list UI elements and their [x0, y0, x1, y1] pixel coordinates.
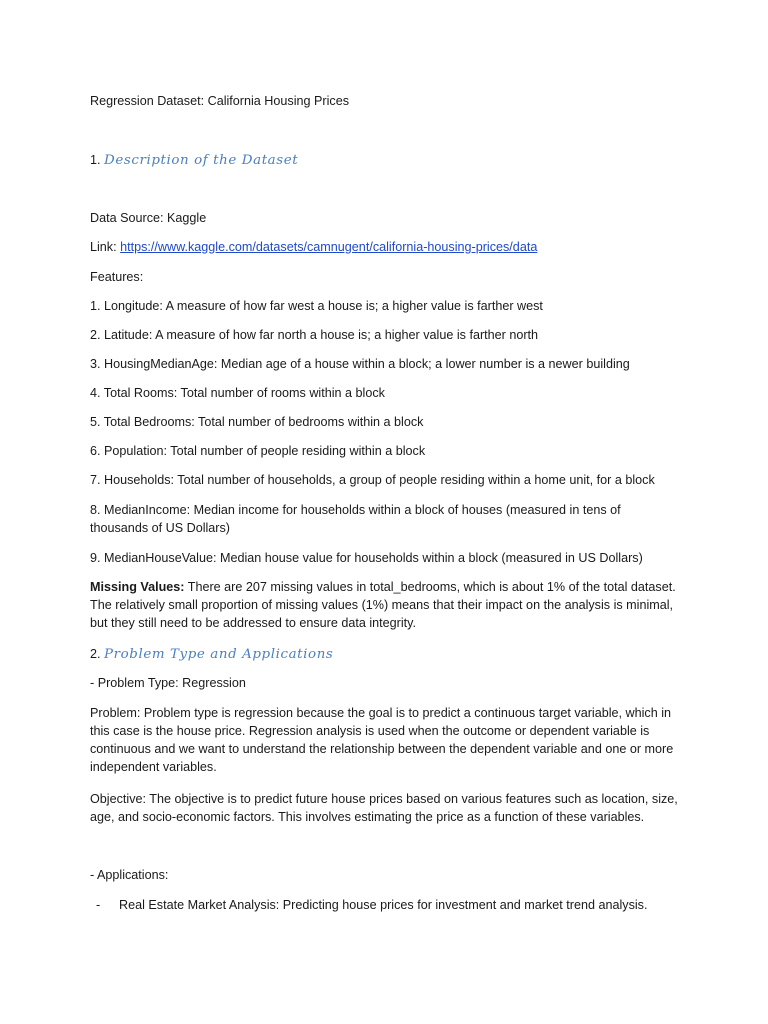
feature-item: 3. HousingMedianAge: Median age of a house within a block; a lower number is a newer building	[90, 357, 630, 371]
section-2-heading	[90, 645, 690, 664]
data-source: Data Source: Kaggle	[90, 211, 207, 225]
missing-values-paragraph	[90, 578, 688, 632]
dataset-link-line	[90, 238, 690, 256]
section-1-heading	[90, 151, 690, 170]
feature-item: 7. Households: Total number of households, a group of people residing within a home unit, for a block	[90, 473, 655, 487]
feature-item: 6. Population: Total number of people residing within a block	[90, 444, 426, 458]
features-label: Features:	[90, 270, 144, 284]
section-2-title: Problem Type and Applications	[104, 647, 334, 662]
missing-values-label: Missing Values:	[90, 580, 185, 594]
section-1-number: 1.	[90, 153, 101, 167]
application-item	[90, 896, 690, 914]
missing-values-text: There are 207 missing values in total_bedrooms, which is about 1% of the total dataset. The relatively small proportion of missing values (1%) means that their impact on the analysis is minimal, but they still need to be addressed to ensure data integrity.	[90, 580, 676, 630]
document-title: Regression Dataset: California Housing Prices	[90, 94, 349, 108]
applications-label: - Applications:	[90, 868, 169, 882]
bullet-dash: -	[96, 898, 101, 912]
feature-item: 5. Total Bedrooms: Total number of bedrooms within a block	[90, 415, 424, 429]
feature-item: 2. Latitude: A measure of how far north a house is; a higher value is farther north	[90, 328, 539, 342]
feature-item: 9. MedianHouseValue: Median house value for households within a block (measured in US Dollars)	[90, 551, 643, 565]
application-text: Real Estate Market Analysis: Predicting house prices for investment and market trend analysis.	[119, 898, 648, 912]
feature-item: 8. MedianIncome: Median income for households within a block of houses (measured in tens of thousands of US Dollars)	[90, 503, 621, 535]
section-2-number: 2.	[90, 647, 101, 661]
problem-paragraph: Problem: Problem type is regression because the goal is to predict a continuous target variable, which in this case is the house price. Regression analysis is used when the outcome or dependent variable is continuous and we want to understand the relationship between the dependent variable and one or more independent variables.	[90, 706, 674, 774]
feature-item: 4. Total Rooms: Total number of rooms within a block	[90, 386, 385, 400]
section-1-title: Description of the Dataset	[104, 153, 299, 168]
objective-paragraph: Objective: The objective is to predict future house prices based on various features such as location, size, age, and socio-economic factors. This involves estimating the price as a function of these variables.	[90, 792, 678, 824]
problem-type: - Problem Type: Regression	[90, 676, 246, 690]
dataset-link[interactable]: https://www.kaggle.com/datasets/camnugent/california-housing-prices/data	[120, 240, 538, 254]
link-label: Link:	[90, 240, 121, 254]
feature-item: 1. Longitude: A measure of how far west a house is; a higher value is farther west	[90, 299, 543, 313]
